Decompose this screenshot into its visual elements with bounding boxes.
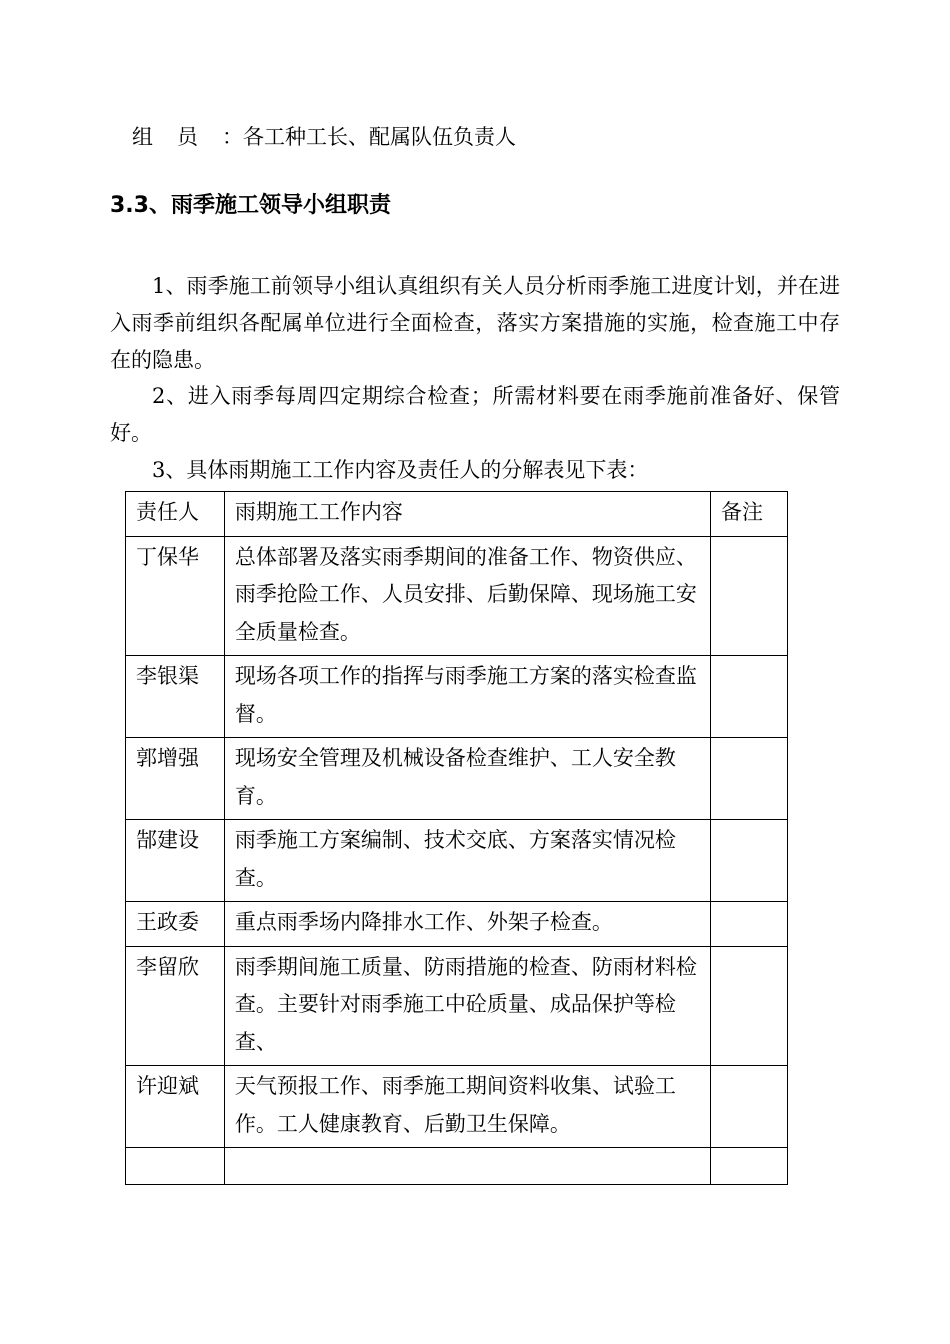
cell-content xyxy=(224,1148,710,1185)
cell-note xyxy=(711,738,788,820)
duty-table xyxy=(125,491,788,1185)
cell-note xyxy=(711,902,788,947)
table-row xyxy=(126,946,788,1066)
header-content: 雨期施工工作内容 xyxy=(224,492,710,537)
cell-person: 郜建设 xyxy=(126,820,225,902)
members-line xyxy=(132,123,516,151)
table-row-empty xyxy=(126,1148,788,1185)
table-row xyxy=(126,656,788,738)
cell-content: 天气预报工作、雨季施工期间资料收集、试验工作。工人健康教育、后勤卫生保障。 xyxy=(224,1066,710,1148)
cell-person: 丁保华 xyxy=(126,536,225,656)
cell-content: 雨季施工方案编制、技术交底、方案落实情况检查。 xyxy=(224,820,710,902)
members-value: 各工种工长、配属队伍负责人 xyxy=(243,125,516,149)
cell-person: 李银渠 xyxy=(126,656,225,738)
cell-person: 王政委 xyxy=(126,902,225,947)
cell-person xyxy=(126,1148,225,1185)
cell-note xyxy=(711,536,788,656)
cell-note xyxy=(711,1066,788,1148)
paragraph-1: 1、雨季施工前领导小组认真组织有关人员分析雨季施工进度计划，并在进入雨季前组织各配属单位进行全面检查，落实方案措施的实施，检查施工中存在的隐患。 xyxy=(110,274,840,372)
header-note: 备注 xyxy=(711,492,788,537)
section-heading: 3.3、雨季施工领导小组职责 xyxy=(110,193,391,218)
table-row xyxy=(126,820,788,902)
cell-person: 郭增强 xyxy=(126,738,225,820)
table-row xyxy=(126,738,788,820)
cell-content: 现场各项工作的指挥与雨季施工方案的落实检查监督。 xyxy=(224,656,710,738)
header-person: 责任人 xyxy=(126,492,225,537)
cell-content: 现场安全管理及机械设备检查维护、工人安全教育。 xyxy=(224,738,710,820)
members-separator: ： xyxy=(222,125,243,149)
cell-content: 重点雨季场内降排水工作、外架子检查。 xyxy=(224,902,710,947)
paragraph-2: 2、进入雨季每周四定期综合检查；所需材料要在雨季施前准备好、保管好。 xyxy=(110,384,840,445)
paragraph-3: 3、具体雨期施工工作内容及责任人的分解表见下表： xyxy=(152,458,649,482)
table-row xyxy=(126,536,788,656)
table-row xyxy=(126,1066,788,1148)
table-header-row xyxy=(126,492,788,537)
cell-content: 雨季期间施工质量、防雨措施的检查、防雨材料检查。主要针对雨季施工中砼质量、成品保护等检查、 xyxy=(224,946,710,1066)
table-row xyxy=(126,902,788,947)
cell-note xyxy=(711,946,788,1066)
cell-note xyxy=(711,1148,788,1185)
cell-note xyxy=(711,656,788,738)
members-label: 组员 xyxy=(132,125,222,149)
cell-person: 李留欣 xyxy=(126,946,225,1066)
cell-person: 许迎斌 xyxy=(126,1066,225,1148)
cell-note xyxy=(711,820,788,902)
cell-content: 总体部署及落实雨季期间的准备工作、物资供应、雨季抢险工作、人员安排、后勤保障、现场施工安全质量检查。 xyxy=(224,536,710,656)
